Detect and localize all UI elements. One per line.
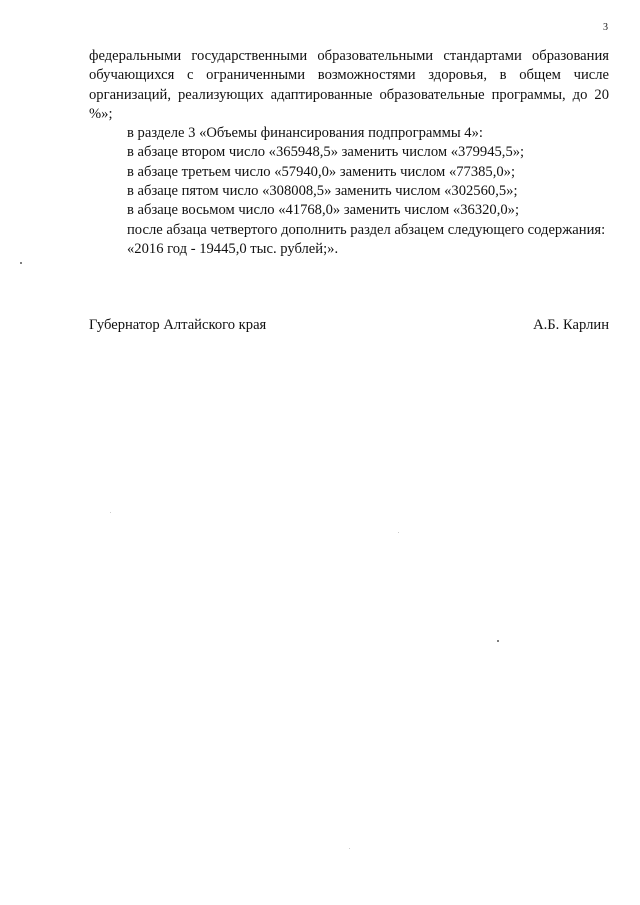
paragraph-standards: федеральными государственными образовательными стандартами образования обучающихся с ограниченными возможностями здоровья, в общем числе организаций, реализующих адаптированные образовательные программы, до 20 %»; (89, 48, 609, 122)
paragraph-amend-third: в абзаце третьем число «57940,0» заменить числом «77385,0»; (127, 163, 516, 180)
scan-speck (497, 640, 499, 642)
signatory-position: Губернатор Алтайского края (89, 317, 267, 333)
paragraph-amend-second: в абзаце втором число «365948,5» заменить числом «379945,5»; (127, 144, 525, 161)
paragraph-amend-fifth: в абзаце пятом число «308008,5» заменить числом «302560,5»; (127, 183, 518, 200)
scan-speck (349, 848, 350, 849)
signature-block (89, 316, 609, 335)
document-body (89, 47, 609, 259)
paragraph-amend-eighth: в абзаце восьмом число «41768,0» заменить числом «36320,0»; (127, 202, 520, 219)
paragraph-section-3: в разделе 3 «Объемы финансирования подпрограммы 4»: (127, 125, 483, 142)
scan-speck (398, 532, 399, 533)
scan-speck (110, 512, 111, 513)
paragraph-new-entry: «2016 год - 19445,0 тыс. рублей;». (127, 240, 339, 257)
scan-speck (20, 262, 22, 264)
signatory-name: А.Б. Карлин (533, 317, 609, 333)
paragraph-add-after-fourth: после абзаца четвертого дополнить раздел абзацем следующего содержания: (127, 221, 606, 238)
page-number: 3 (603, 22, 608, 33)
